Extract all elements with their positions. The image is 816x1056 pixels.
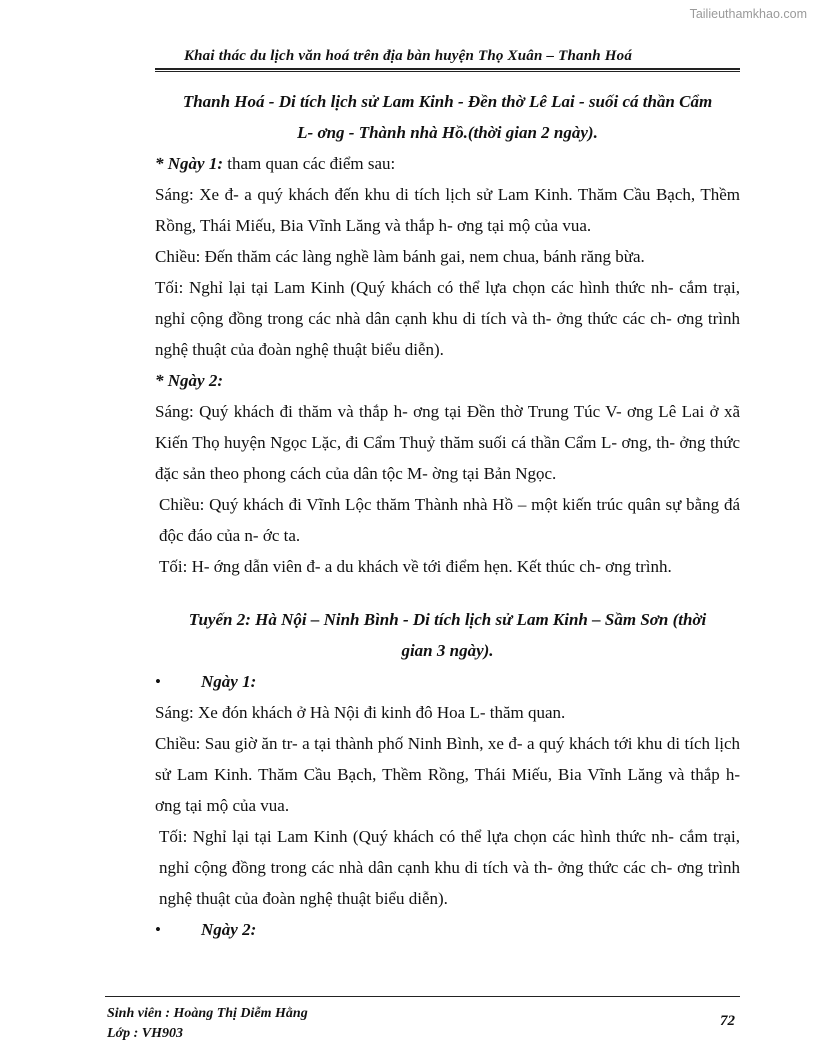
bullet-icon: • <box>155 920 161 939</box>
header-divider <box>155 68 740 72</box>
route2-title-line2: gian 3 ngày). <box>401 641 494 660</box>
page-number: 72 <box>720 1013 735 1029</box>
route1-day1-afternoon: Chiều: Đến thăm các làng nghề làm bánh gai, nem chua, bánh răng bừa. <box>155 247 645 266</box>
footer-author-block <box>107 1004 308 1044</box>
route1-day1-heading <box>155 148 740 179</box>
footer-divider <box>105 996 740 997</box>
route1-day1-evening: Tối: Nghỉ lại tại Lam Kinh (Quý khách có thể lựa chọn các hình thức nh- cắm trại, nghỉ cộng đồng trong các nhà dân cạnh khu di tích và th- ởng thức các ch- ơng trình nghệ thuật của đoàn nghệ thuật biểu diễn). <box>155 278 740 359</box>
route1-day1-label: * Ngày 1: <box>155 154 223 173</box>
route2-title-line1: Tuyến 2: Hà Nội – Ninh Bình - Di tích lịch sử Lam Kinh – Sầm Sơn (thời <box>188 610 707 629</box>
running-header-title: Khai thác du lịch văn hoá trên địa bàn huyện Thọ Xuân – Thanh Hoá <box>183 48 633 64</box>
route1-day2-afternoon: Chiều: Quý khách đi Vĩnh Lộc thăm Thành nhà Hồ – một kiến trúc quân sự bằng đá độc đáo của n- ớc ta. <box>159 495 740 545</box>
watermark: Tailieuthamkhao.com <box>689 7 807 21</box>
route2-day1-evening: Tối: Nghỉ lại tại Lam Kinh (Quý khách có thể lựa chọn các hình thức nh- cắm trại, nghỉ cộng đồng trong các nhà dân cạnh khu di tích và th- ởng thức các ch- ơng trình nghệ thuật của đoàn nghệ thuật biểu diễn). <box>159 827 740 908</box>
route1-day1-morning: Sáng: Xe đ- a quý khách đến khu di tích lịch sử Lam Kinh. Thăm Cầu Bạch, Thềm Rồng, Thái Miếu, Bia Vĩnh Lăng và thắp h- ơng tại mộ của vua. <box>155 185 740 235</box>
route1-title-line1: Thanh Hoá - Di tích lịch sử Lam Kinh - Đền thờ Lê Lai - suối cá thần Cẩm <box>182 92 713 111</box>
route1-day2-label: * Ngày 2: <box>155 371 223 390</box>
route2-day1-morning: Sáng: Xe đón khách ở Hà Nội đi kinh đô Hoa L- thăm quan. <box>155 703 566 722</box>
footer-student: Sinh viên : Hoàng Thị Diễm Hằng <box>107 1006 308 1021</box>
route2-day1-label: Ngày 1: <box>201 672 257 691</box>
route2-day2-heading <box>155 914 740 945</box>
route1-day2-morning: Sáng: Quý khách đi thăm và thắp h- ơng tại Đền thờ Trung Túc V- ơng Lê Lai ở xã Kiến Thọ huyện Ngọc Lặc, đi Cẩm Thuỷ thăm suối cá thần Cẩm L- ơng, th- ởng thức đặc sản theo phong cách của dân tộc M- ờng tại Bản Ngọc. <box>155 402 740 483</box>
route2-day2-label: Ngày 2: <box>201 920 257 939</box>
section-gap <box>155 582 740 604</box>
footer-class: Lớp : VH903 <box>107 1026 183 1041</box>
bullet-icon: • <box>155 672 161 691</box>
route1-title-line2: L- ơng - Thành nhà Hồ.(thời gian 2 ngày). <box>297 123 598 142</box>
route1-day1-intro: tham quan các điểm sau: <box>222 154 396 173</box>
route2-day1-heading <box>155 666 740 697</box>
route1-day2-evening: Tối: H- ớng dẫn viên đ- a du khách về tới điểm hẹn. Kết thúc ch- ơng trình. <box>159 557 672 576</box>
route2-day1-afternoon: Chiều: Sau giờ ăn tr- a tại thành phố Ninh Bình, xe đ- a quý khách tới khu di tích lịch sử Lam Kinh. Thăm Cầu Bạch, Thềm Rồng, Thái Miếu, Bia Vĩnh Lăng và thắp h- ơng tại mộ của vua. <box>155 734 740 815</box>
page-body <box>155 86 740 945</box>
